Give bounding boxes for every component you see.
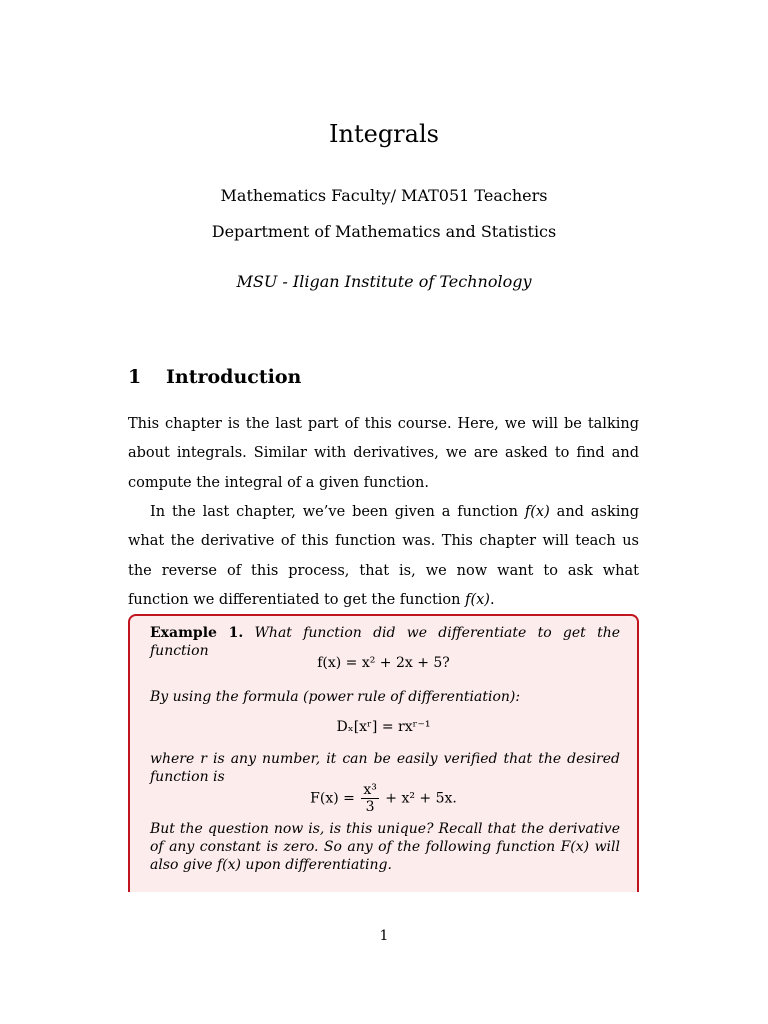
document-title: Integrals <box>329 120 439 148</box>
equation-antiderivative <box>130 782 637 815</box>
inline-math-fx: f(x) <box>524 504 550 520</box>
section-number: 1 <box>128 366 142 388</box>
document-authors: Mathematics Faculty/ MAT051 Teachers <box>220 186 548 205</box>
equation-power-rule: Dₓ[xʳ] = rxʳ⁻¹ <box>336 719 431 735</box>
equation-f: f(x) = x² + 2x + 5? <box>317 655 450 671</box>
fraction-denominator: 3 <box>365 799 375 815</box>
equation-rhs: + x² + 5x. <box>385 790 457 807</box>
fraction <box>361 782 379 815</box>
section-heading <box>128 366 301 388</box>
paragraph-text: In the last chapter, we’ve been given a function <box>150 504 525 520</box>
formula-intro: By using the formula (power rule of differentiation): <box>150 689 521 705</box>
page-number: 1 <box>379 928 389 944</box>
paragraph-text: and asking what the derivative of this function was. This chapter will teach us the reverse of this process, that is, we now want to ask what function we differentiated to get the function <box>128 504 639 608</box>
equation-lhs: F(x) = <box>310 790 355 807</box>
closing-text: But the question now is, is this unique? Recall that the derivative of any constant is zero. So any of the following function F(x) will also give f(x) upon differentiating. <box>150 821 620 873</box>
example-question-text: What function did we differentiate to get the function <box>150 625 620 659</box>
document-institution: MSU - Iligan Institute of Technology <box>236 272 532 291</box>
intro-paragraph-1: This chapter is the last part of this course. Here, we will be talking about integrals. Similar with derivatives, we are asked to find and compute the integral of a given function. <box>128 416 639 491</box>
document-department: Department of Mathematics and Statistics <box>211 222 557 241</box>
inline-math-fx: f(x) <box>465 591 490 608</box>
fraction-numerator: x³ <box>363 782 377 798</box>
example-box <box>128 614 639 892</box>
section-title: Introduction <box>166 366 302 388</box>
intro-paragraph-2 <box>128 498 639 615</box>
verify-text: where r is any number, it can be easily verified that the desired function is <box>150 751 620 785</box>
paragraph-text: . <box>489 591 495 608</box>
example-label: Example 1. <box>150 625 244 641</box>
